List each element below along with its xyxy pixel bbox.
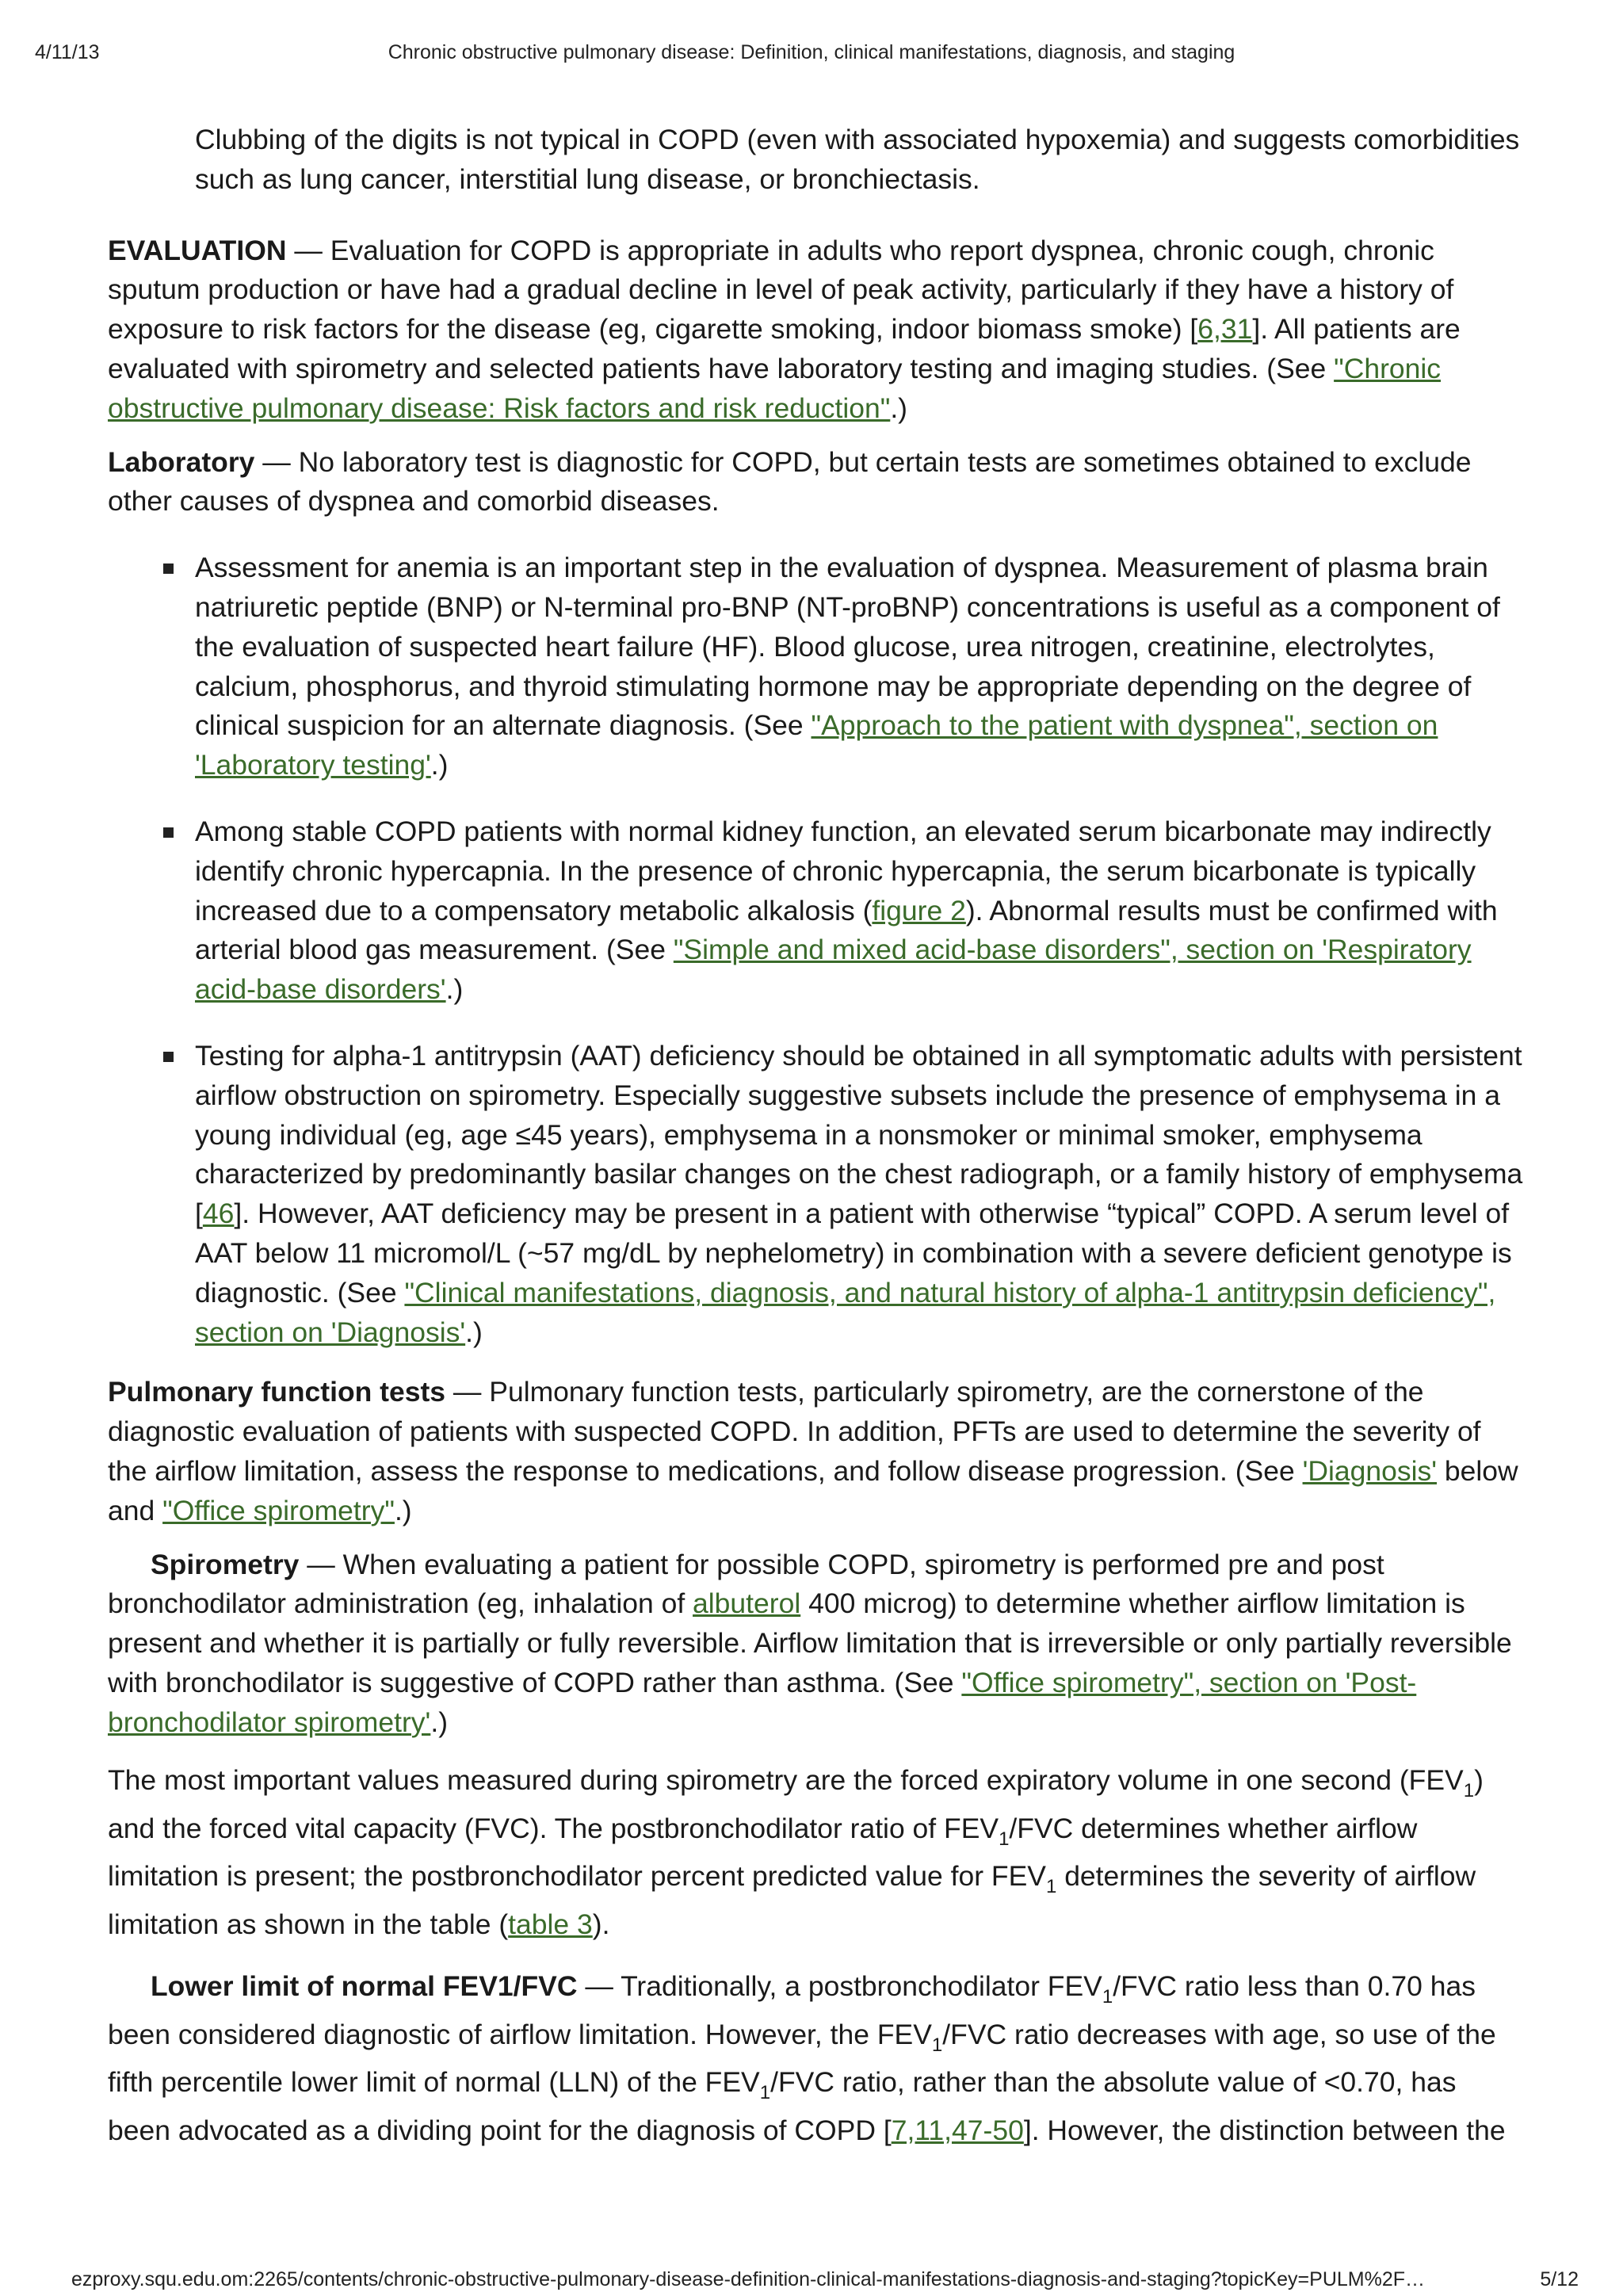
table-3-link[interactable]: table 3 xyxy=(508,1908,593,1940)
evaluation-heading: EVALUATION xyxy=(108,234,287,266)
spirometry-values-paragraph xyxy=(108,1756,1526,1948)
bullet-2-text-2: ). Abnormal results must be confirmed with arterial blood gas measurement. (See xyxy=(195,894,1498,966)
bullet-3-text-3: .) xyxy=(465,1316,483,1348)
lln-paragraph xyxy=(108,1962,1526,2154)
laboratory-text: — No laboratory test is diagnostic for COPD, but certain tests are sometimes obtained to exclude other causes of dyspnea and comorbid diseases. xyxy=(108,445,1472,518)
values-text-4: determines the severity of airflow limitation as shown in the table ( xyxy=(108,1860,1476,1940)
values-text-1: The most important values measured during spirometry are the forced expiratory volume in one second (FEV xyxy=(108,1764,1464,1797)
footer-url: ezproxy.squ.edu.om:2265/contents/chronic-obstructive-pulmonary-disease-definition-clinical-manifestations-diagnosis-and-staging?topicKey=PULM%2F… xyxy=(71,2268,1426,2290)
reference-link-6-31[interactable]: 6,31 xyxy=(1197,313,1253,346)
albuterol-link[interactable]: albuterol xyxy=(693,1587,801,1620)
lln-heading: Lower limit of normal FEV1/FVC xyxy=(151,1970,578,2003)
acid-base-disorders-link[interactable]: "Simple and mixed acid-base disorders", section on 'Respiratory acid-base disorders' xyxy=(195,934,1472,1006)
laboratory-paragraph xyxy=(108,443,1526,522)
figure-2-link[interactable]: figure 2 xyxy=(872,894,966,926)
list-item xyxy=(108,812,1526,1010)
lln-text-5: ]. However, the distinction between the xyxy=(1023,2114,1506,2146)
lln-text-2: /FVC ratio less than 0.70 has been considered diagnostic of airflow limitation. However, the FEV xyxy=(108,1970,1476,2050)
bullet-3-text-1: Testing for alpha-1 antitrypsin (AAT) deficiency should be obtained in all symptomatic adults with persistent airflow obstruction on spirometry. Especially suggestive subsets include the presence of emphysema in a young individual (eg, age ≤45 years), emphysema in a nonsmoker or minimal smoker, emphysema characterized by predominantly basilar changes on the chest radiograph, or a family history of emphysema [ xyxy=(195,1039,1523,1230)
laboratory-bullet-list xyxy=(108,548,1526,1352)
evaluation-text-2: ]. All patients are evaluated with spirometry and selected patients have laboratory testing and imaging studies. (See xyxy=(108,313,1461,384)
dyspnea-lab-testing-link[interactable]: "Approach to the patient with dyspnea", section on 'Laboratory testing' xyxy=(195,709,1438,781)
spirometry-text-2: 400 microg) to determine whether airflow limitation is present and whether it is partially or fully reversible. Airflow limitation that is irreversible or only partially reversible with bronchodilator is suggestive of COPD rather than asthma. (See xyxy=(108,1587,1512,1698)
subscript-1: 1 xyxy=(1045,1876,1057,1898)
spirometry-heading: Spirometry xyxy=(151,1548,300,1580)
post-bronchodilator-spirometry-link[interactable]: "Office spirometry", section on 'Post-bronchodilator spirometry' xyxy=(108,1666,1417,1738)
bullet-2-text-1: Among stable COPD patients with normal kidney function, an elevated serum bicarbonate may indirectly identify chronic hypercapnia. In the presence of chronic hypercapnia, the serum bicarbonate is typically increased due to a compensatory metabolic alkalosis ( xyxy=(195,815,1491,926)
reference-link-46[interactable]: 46 xyxy=(202,1198,235,1230)
pft-text-2: below and xyxy=(108,1454,1518,1526)
pft-text-3: .) xyxy=(394,1494,412,1526)
subscript-1: 1 xyxy=(999,1828,1010,1850)
office-spirometry-link[interactable]: "Office spirometry" xyxy=(162,1494,395,1526)
spirometry-paragraph xyxy=(108,1545,1526,1743)
lln-text-3: /FVC ratio decreases with age, so use of the fifth percentile lower limit of normal (LLN) of the FEV xyxy=(108,2018,1496,2099)
article-body xyxy=(108,120,1526,2154)
bullet-marker xyxy=(163,827,174,838)
lln-text-1: — Traditionally, a postbronchodilator FEV xyxy=(577,1970,1102,2003)
header-title: Chronic obstructive pulmonary disease: Definition, clinical manifestations, diagnosis, and staging xyxy=(388,41,1235,63)
risk-factors-link[interactable]: "Chronic obstructive pulmonary disease: Risk factors and risk reduction" xyxy=(108,352,1442,424)
values-text-5: ). xyxy=(592,1908,610,1940)
bullet-1-text-1: Assessment for anemia is an important step in the evaluation of dyspnea. Measurement of plasma brain natriuretic peptide (BNP) or N-terminal pro-BNP (NT-proBNP) concentrations is useful as a component of the evaluation of suspected heart failure (HF). Blood glucose, urea nitrogen, creatinine, electrolytes, calcium, phosphorus, and thyroid stimulating hormone may be appropriate depending on the degree of clinical suspicion for an alternate diagnosis. (See xyxy=(195,552,1500,742)
spirometry-text-3: .) xyxy=(430,1706,449,1738)
clubbing-paragraph: Clubbing of the digits is not typical in COPD (even with associated hypoxemia) and suggests comorbidities such as lung cancer, interstitial lung disease, or bronchiectasis. xyxy=(195,124,1520,195)
values-text-2: ) and the forced vital capacity (FVC). The postbronchodilator ratio of FEV xyxy=(108,1764,1484,1844)
bullet-marker xyxy=(163,563,174,574)
laboratory-heading: Laboratory xyxy=(108,445,255,478)
subscript-1: 1 xyxy=(1463,1780,1475,1802)
lln-text-4: /FVC ratio, rather than the absolute value of <0.70, has been advocated as a dividing point for the diagnosis of COPD [ xyxy=(108,2066,1457,2146)
bullet-2-text-3: .) xyxy=(445,973,464,1006)
evaluation-paragraph xyxy=(108,231,1526,429)
reference-link-7-11-47-50[interactable]: 7,11,47-50 xyxy=(891,2114,1024,2146)
subscript-1: 1 xyxy=(759,2082,771,2104)
subscript-1: 1 xyxy=(1102,1986,1113,2008)
list-item xyxy=(108,548,1526,785)
values-text-3: /FVC determines whether airflow limitation is present; the postbronchodilator percent predicted value for FEV xyxy=(108,1812,1418,1893)
bullet-3-text-2: ]. However, AAT deficiency may be present in a patient with otherwise “typical” COPD. A serum level of AAT below 11 micromol/L (~57 mg/dL by nephelometry) in combination with a severe deficient genotype is diagnostic. (See xyxy=(195,1198,1512,1308)
subscript-1: 1 xyxy=(931,2034,943,2056)
pft-paragraph xyxy=(108,1373,1526,1530)
evaluation-text-1: — Evaluation for COPD is appropriate in adults who report dyspnea, chronic cough, chronic sputum production or have had a gradual decline in level of peak activity, particularly if they have a history of exposure to risk factors for the disease (eg, cigarette smoking, indoor biomass smoke) [ xyxy=(108,234,1454,346)
evaluation-text-3: .) xyxy=(890,392,907,424)
diagnosis-section-link[interactable]: 'Diagnosis' xyxy=(1302,1454,1438,1487)
pft-heading: Pulmonary function tests xyxy=(108,1376,446,1408)
pft-text-1: — Pulmonary function tests, particularly spirometry, are the cornerstone of the diagnostic evaluation of patients with suspected COPD. In addition, PFTs are used to determine the severity of the airflow limitation, assess the response to medications, and follow disease progression. (See xyxy=(108,1376,1481,1487)
spirometry-text-1: — When evaluating a patient for possible COPD, spirometry is performed pre and post bronchodilator administration (eg, inhalation of xyxy=(108,1548,1384,1620)
alpha-1-antitrypsin-link[interactable]: "Clinical manifestations, diagnosis, and natural history of alpha-1 antitrypsin deficiency", section on 'Diagnosis' xyxy=(195,1276,1496,1348)
footer-page-number: 5/12 xyxy=(1540,2268,1579,2290)
list-item xyxy=(108,1037,1526,1352)
bullet-1-text-2: .) xyxy=(430,749,449,781)
bullet-marker xyxy=(163,1052,174,1062)
header-date: 4/11/13 xyxy=(35,41,100,63)
